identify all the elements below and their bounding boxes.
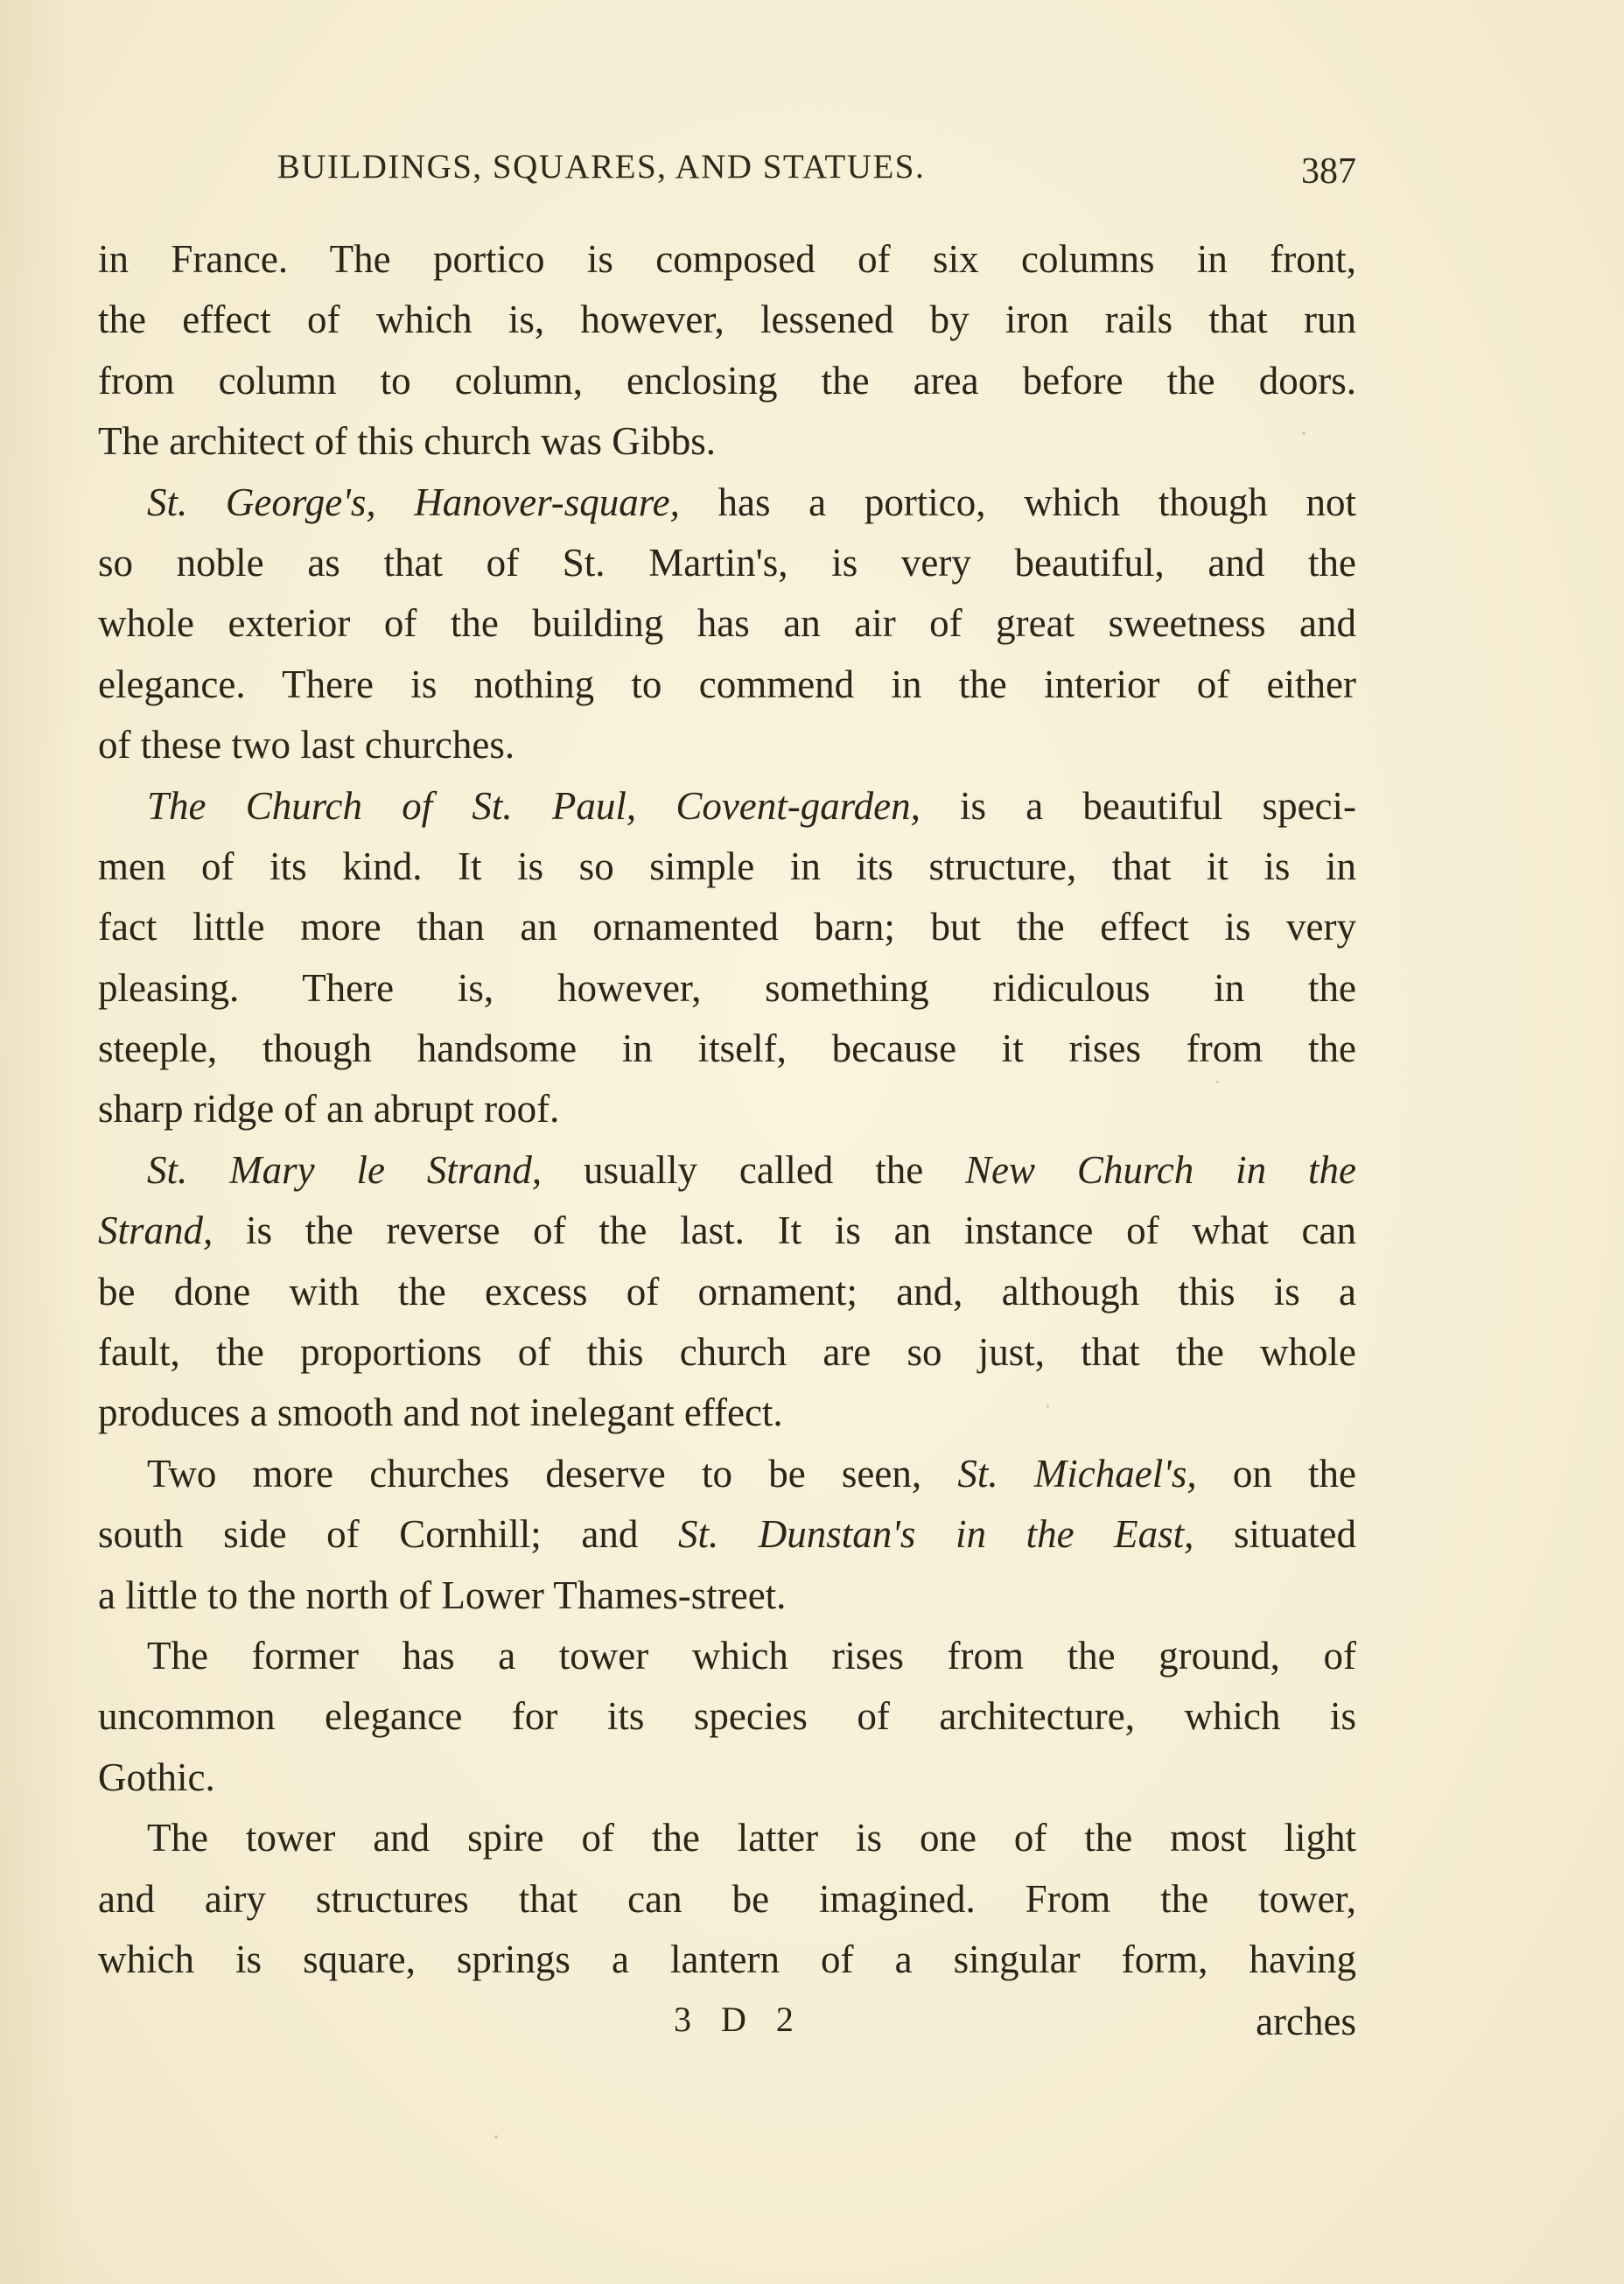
line-text: on the xyxy=(1196,1451,1356,1496)
paper-speck xyxy=(1302,431,1306,435)
text-line xyxy=(98,1686,1356,1747)
italic-text: St. Mary le Strand, xyxy=(147,1147,542,1192)
line-text: steeple, though handsome in itself, because it rises from the xyxy=(98,1026,1356,1071)
text-line xyxy=(98,1383,1356,1443)
line-text: The tower and spire of the latter is one of the most light xyxy=(147,1816,1356,1860)
line-text: is the reverse of the last. It is an instance of what can xyxy=(213,1209,1356,1253)
text-line xyxy=(98,1808,1356,1868)
text-line xyxy=(98,1869,1356,1930)
text-line xyxy=(98,351,1356,411)
line-text: The architect of this church was Gibbs. xyxy=(98,419,717,464)
text-line xyxy=(98,1930,1356,1990)
line-text: has a portico, which though not xyxy=(679,480,1356,524)
line-text: of these two last churches. xyxy=(98,723,515,767)
text-line xyxy=(98,776,1356,837)
text-line xyxy=(98,593,1356,654)
italic-text: St. Dunstan's in the East, xyxy=(677,1512,1194,1557)
text-line xyxy=(98,411,1356,472)
page-number: 387 xyxy=(1301,151,1356,192)
text-line xyxy=(98,229,1356,290)
italic-text: Strand, xyxy=(98,1209,214,1253)
line-text: the effect of which is, however, lessened by iron rails that run xyxy=(98,298,1356,342)
line-text: is a beautiful speci- xyxy=(920,783,1356,828)
line-text: fault, the proportions of this church are so just, that the whole xyxy=(98,1330,1356,1375)
page-footer xyxy=(98,1999,1356,2060)
line-text: situated xyxy=(1194,1512,1356,1557)
gutter-shadow xyxy=(0,0,79,2284)
text-line xyxy=(98,1079,1356,1139)
text-line xyxy=(98,473,1356,533)
line-text: Two more churches deserve to be seen, xyxy=(147,1451,958,1496)
page-header xyxy=(98,147,1356,196)
body-text xyxy=(98,229,1356,1990)
italic-text: New Church in the xyxy=(965,1147,1356,1192)
text-line xyxy=(98,1262,1356,1322)
text-line xyxy=(98,290,1356,350)
line-text: south side of Cornhill; and xyxy=(98,1512,678,1557)
line-text: Gothic. xyxy=(98,1755,215,1799)
text-line xyxy=(98,1444,1356,1504)
text-line xyxy=(98,533,1356,593)
line-text: elegance. There is nothing to commend in the interior of either xyxy=(98,662,1356,706)
text-line xyxy=(98,1322,1356,1383)
signature-mark: 3 D 2 xyxy=(674,2000,804,2039)
line-text: uncommon elegance for its species of architecture, which is xyxy=(98,1694,1356,1739)
line-text: usually called the xyxy=(542,1147,966,1192)
line-text: produces a smooth and not inelegant effect. xyxy=(98,1391,783,1435)
line-text: which is square, springs a lantern of a singular form, having xyxy=(98,1937,1356,1981)
text-line xyxy=(98,1201,1356,1261)
running-head: BUILDINGS, SQUARES, AND STATUES. xyxy=(276,148,926,186)
line-text: so noble as that of St. Martin's, is very beautiful, and the xyxy=(98,540,1356,585)
line-text: pleasing. There is, however, something ridiculous in the xyxy=(98,965,1356,1010)
text-line xyxy=(98,897,1356,957)
text-line xyxy=(98,1626,1356,1686)
line-text: The former has a tower which rises from the ground, of xyxy=(147,1633,1356,1678)
line-text: whole exterior of the building has an air of great sweetness and xyxy=(98,601,1356,646)
text-line xyxy=(98,655,1356,715)
text-line xyxy=(98,715,1356,775)
italic-text: St. Michael's, xyxy=(957,1451,1197,1496)
catchword: arches xyxy=(1256,2000,1356,2043)
text-line xyxy=(98,1504,1356,1565)
italic-text: The Church of St. Paul, Covent-garden, xyxy=(147,783,920,828)
text-line xyxy=(98,837,1356,897)
text-line xyxy=(98,1140,1356,1201)
text-line xyxy=(98,1019,1356,1079)
text-line xyxy=(98,1748,1356,1808)
line-text: fact little more than an ornamented barn; but the effect is very xyxy=(98,905,1356,949)
paper-speck xyxy=(494,2135,498,2139)
paper-speck xyxy=(1216,1081,1219,1083)
text-line xyxy=(98,958,1356,1019)
text-line xyxy=(98,1566,1356,1626)
italic-text: St. George's, Hanover-square, xyxy=(147,480,680,524)
line-text: be done with the excess of ornament; and, although this is a xyxy=(98,1269,1356,1314)
paper-speck xyxy=(1046,1405,1049,1409)
line-text: men of its kind. It is so simple in its structure, that it is in xyxy=(98,844,1356,888)
line-text: in France. The portico is composed of six columns in front, xyxy=(98,237,1356,281)
line-text: a little to the north of Lower Thames-street. xyxy=(98,1573,787,1617)
line-text: and airy structures that can be imagined. From the tower, xyxy=(98,1876,1356,1921)
line-text: sharp ridge of an abrupt roof. xyxy=(98,1087,560,1131)
line-text: from column to column, enclosing the area before the doors. xyxy=(98,358,1356,403)
